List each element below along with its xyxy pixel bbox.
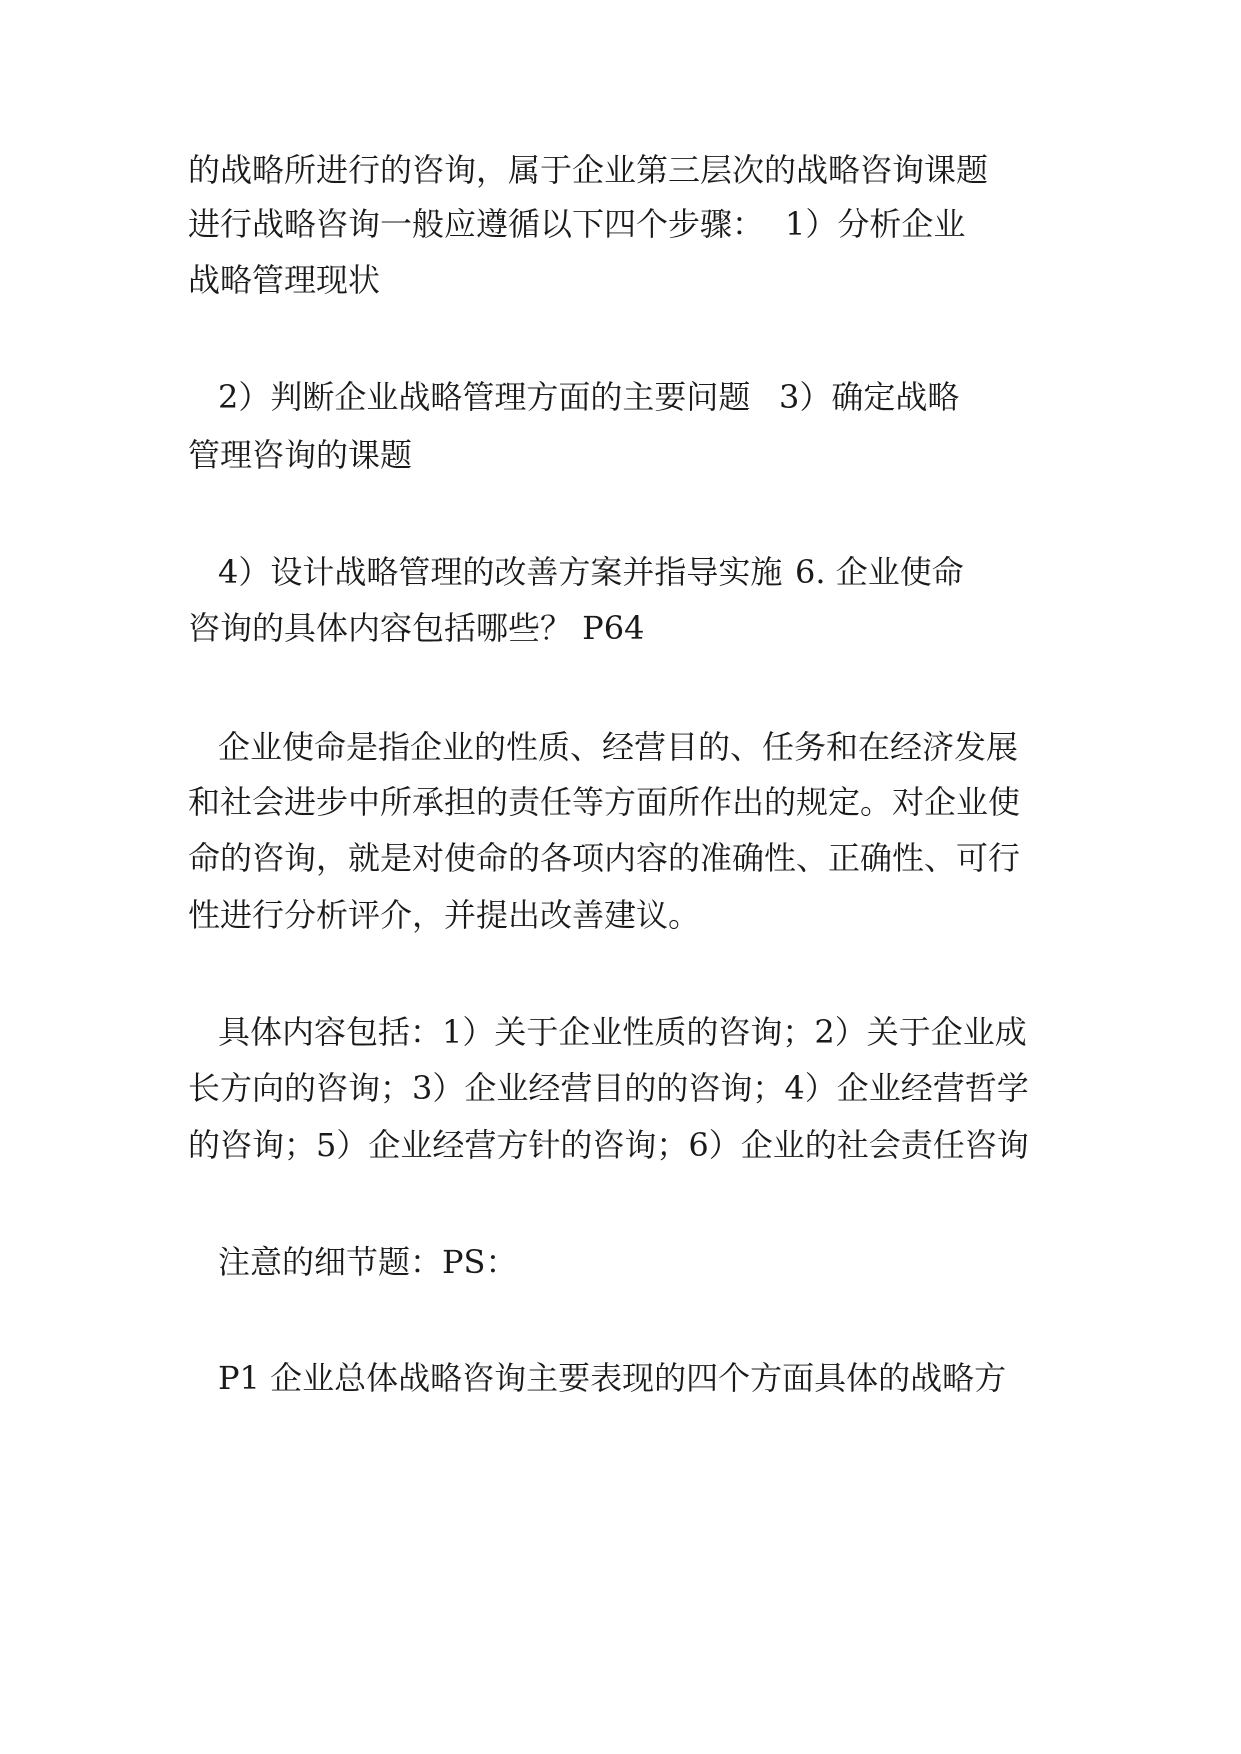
text-line: 性进行分析评介，并提出改善建议。 xyxy=(188,896,701,934)
text-segment: 进行战略咨询一般应遵循以下四个步骤： xyxy=(188,205,765,243)
text-segment: 2）判断企业战略管理方面的主要问题 xyxy=(218,378,751,416)
text-segment: 4）设计战略管理的改善方案并指导实施 xyxy=(218,553,783,591)
text-line: 的战略所进行的咨询，属于企业第三层次的战略咨询课题 xyxy=(188,151,989,189)
text-line: 的咨询；5）企业经营方针的咨询；6）企业的社会责任咨询 xyxy=(188,1126,1029,1164)
text-line: 长方向的咨询；3）企业经营目的的咨询；4）企业经营哲学 xyxy=(188,1069,1029,1107)
text-segment: 3）确定战略 xyxy=(779,378,960,416)
text-line: 命的咨询，就是对使命的各项内容的准确性、正确性、可行 xyxy=(188,839,1021,877)
text-line: 战略管理现状 xyxy=(188,261,381,299)
text-segment: 1）分析企业 xyxy=(785,205,966,243)
text-segment: 6. 企业使命 xyxy=(795,553,964,591)
text-line: 具体内容包括：1）关于企业性质的咨询；2）关于企业成 xyxy=(218,1013,1027,1051)
text-line: 和社会进步中所承担的责任等方面所作出的规定。对企业使 xyxy=(188,783,1021,821)
text-line: 企业使命是指企业的性质、经营目的、任务和在经济发展 xyxy=(218,728,1019,766)
text-line: 注意的细节题：PS： xyxy=(218,1243,518,1281)
text-line: 咨询的具体内容包括哪些？ P64 xyxy=(188,609,645,647)
text-line: P1 企业总体战略咨询主要表现的四个方面具体的战略方 xyxy=(218,1359,1007,1397)
text-line: 管理咨询的课题 xyxy=(188,436,413,474)
